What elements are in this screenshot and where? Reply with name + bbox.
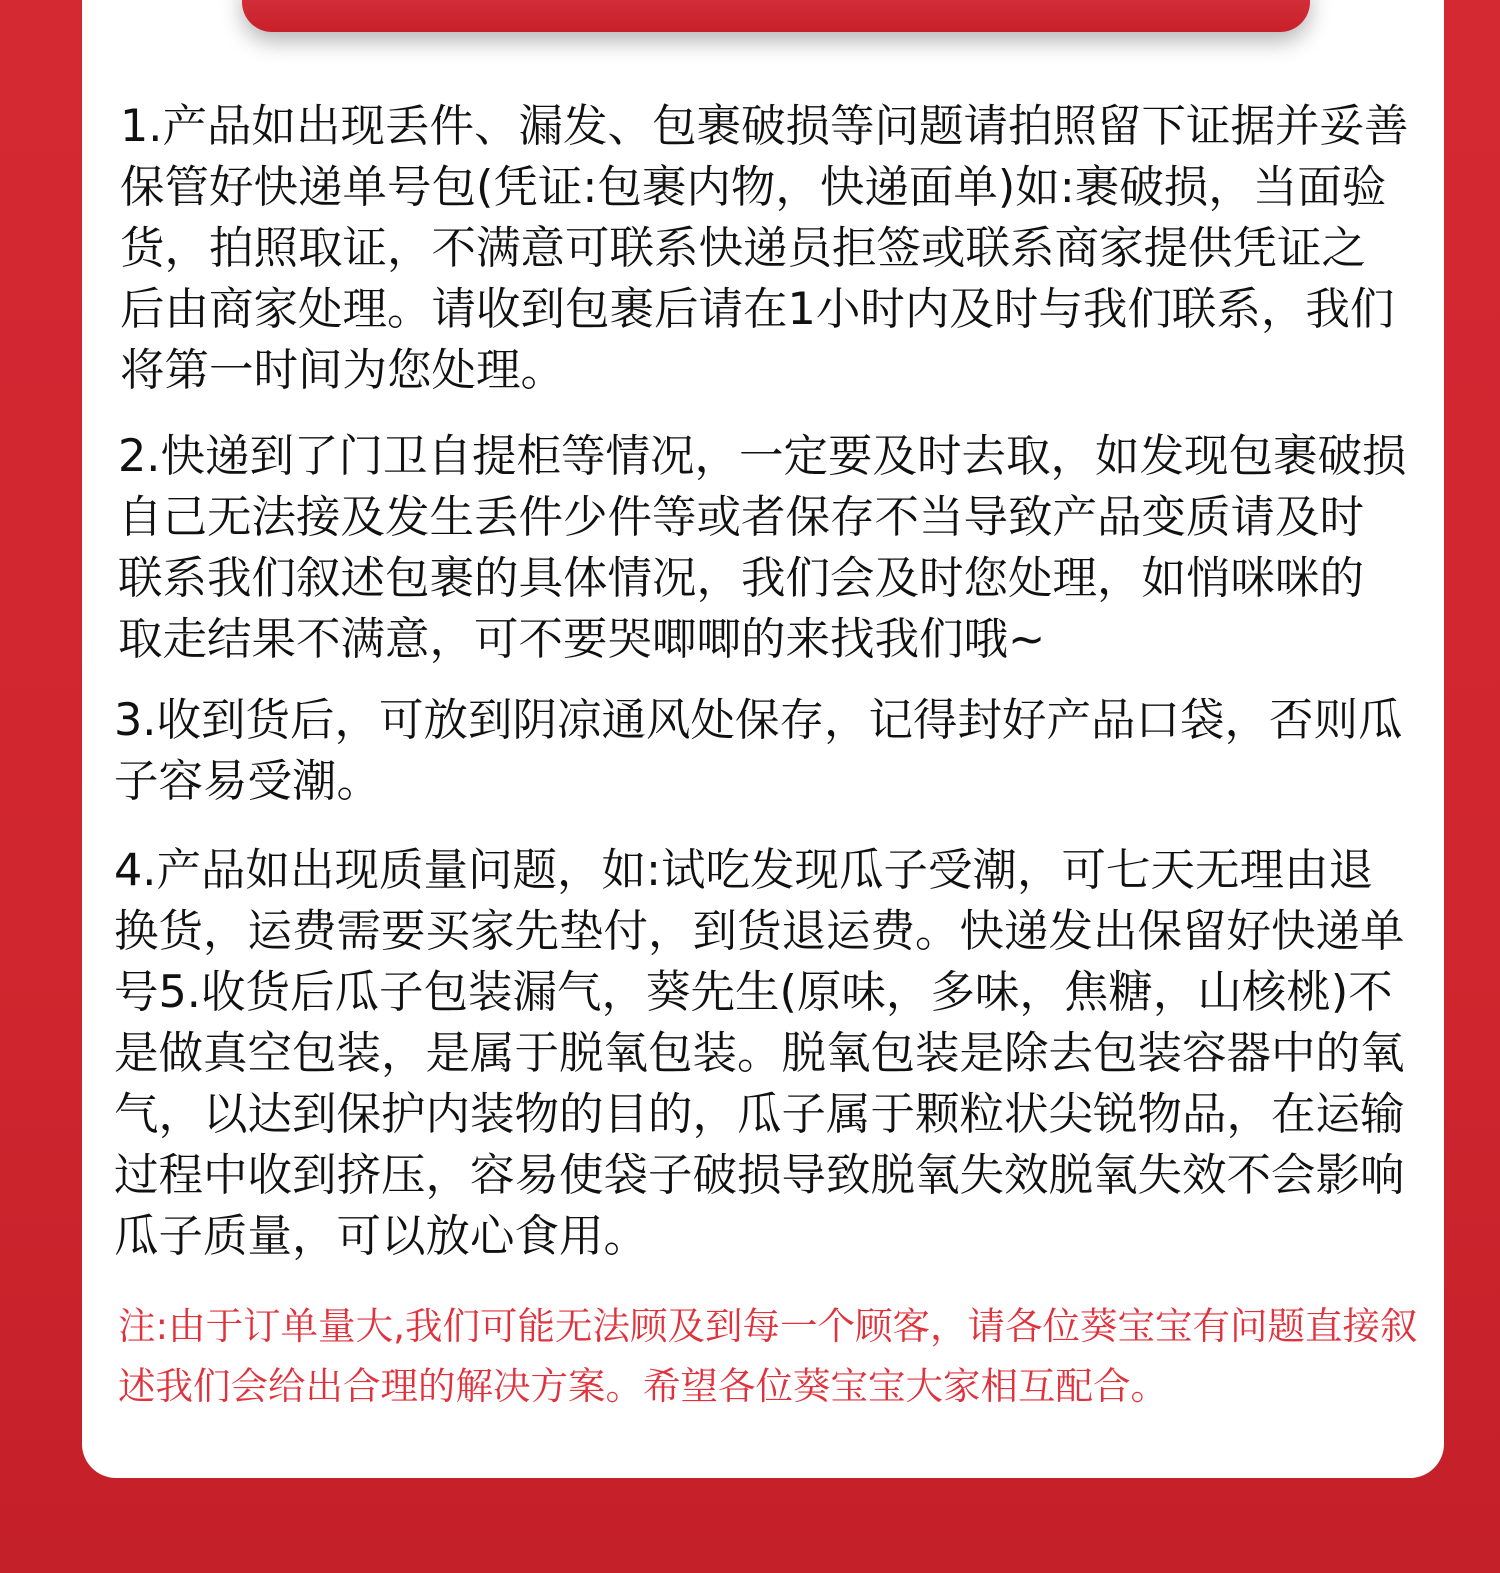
notice-paragraph-1: 1.产品如出现丢件、漏发、包裹破损等问题请拍照留下证据并妥善保管好快递单号包(凭证:包裹内物，快递面单)如:裹破损，当面验货，拍照取证，不满意可联系快递员拒签或联系商家提供凭证之后由商家处理。请收到包裹后请在1小时内及时与我们联系，我们将第一时间为您处理。	[120, 101, 1409, 396]
notice-paragraph-3: 3.收到货后，可放到阴凉通风处保存，记得封好产品口袋，否则瓜子容易受潮。	[114, 695, 1403, 807]
notice-paragraph-4: 4.产品如出现质量问题，如:试吃发现瓜子受潮，可七天无理由退换货，运费需要买家先垫付，到货退运费。快递发出保留好快递单号5.收货后瓜子包装漏气，葵先生(原味，多味，焦糖，山核桃)不是做真空包装，是属于脱氧包装。脱氧包装是除去包装容器中的氧气，以达到保护内装物的目的，瓜子属于颗粒状尖锐物品，在运输过程中收到挤压，容易使袋子破损导致脱氧失效脱氧失效不会影响瓜子质量，可以放心食用。	[114, 845, 1405, 1262]
header-tab	[242, 0, 1310, 32]
notice-paragraph-2: 2.快递到了门卫自提柜等情况，一定要及时去取，如发现包裹破损自己无法接及发生丢件少件等或者保存不当导致产品变质请及时联系我们叙述包裹的具体情况，我们会及时您处理，如悄咪咪的取走结果不满意，可不要哭唧唧的来找我们哦~	[118, 431, 1407, 665]
note-text: 注:由于订单量大,我们可能无法顾及到每一个顾客，请各位葵宝宝有问题直接叙述我们会给出合理的解决方案。希望各位葵宝宝大家相互配合。	[118, 1304, 1418, 1408]
